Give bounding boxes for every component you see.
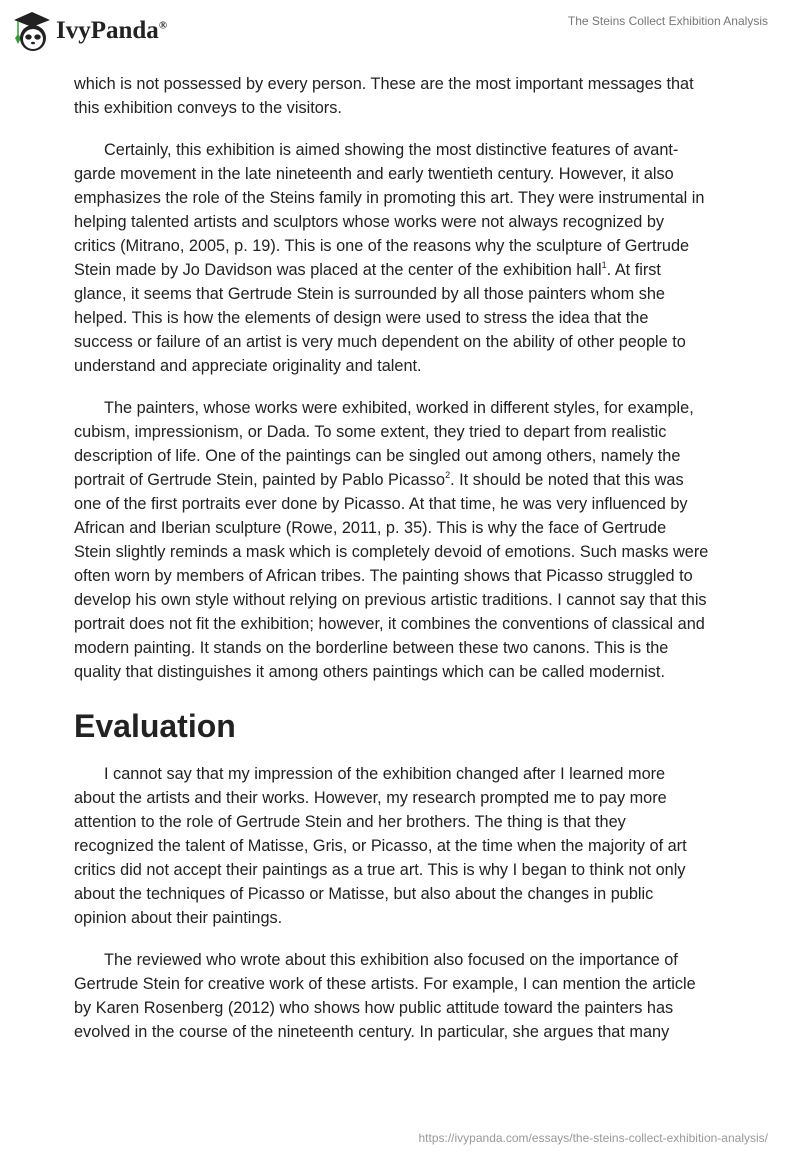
registered-mark: ® <box>158 19 168 32</box>
text-line <box>74 468 754 492</box>
section-heading-evaluation: Evaluation <box>74 708 236 744</box>
text-line: this exhibition conveys to the visitors. <box>74 99 342 117</box>
line-text: portrait of Gertrude Stein, painted by Pablo Picasso <box>74 471 446 489</box>
text-line: develop his own style without relying on previous artistic traditions. I cannot say that this <box>74 591 707 609</box>
text-line: often worn by members of African tribes. The painting shows that Picasso struggled to <box>74 567 693 585</box>
text-line: which is not possessed by every person. These are the most important messages that <box>74 75 694 93</box>
ivypanda-logo[interactable] <box>12 8 167 54</box>
text-line: helped. This is how the elements of design were used to stress the idea that the <box>74 309 649 327</box>
paragraph-2 <box>74 138 754 378</box>
footnote-ref-1[interactable]: 1 <box>601 260 607 270</box>
paragraph-4 <box>74 762 754 930</box>
text-line: emphasizes the role of the Steins family in promoting this art. They were instrumental in <box>74 189 705 207</box>
text-line: critics did not accept their paintings as a true art. This is why I began to think not only <box>74 861 686 879</box>
text-line: evolved in the course of the nineteenth century. In particular, she argues that many <box>74 1023 670 1041</box>
paragraph-5 <box>74 948 754 1044</box>
text-line: about the artists and their works. However, my research prompted me to pay more <box>74 789 667 807</box>
document-title: The Steins Collect Exhibition Analysis <box>567 14 768 28</box>
text-line: Stein slightly reminds a mask which is completely devoid of emotions. Such masks were <box>74 543 709 561</box>
text-line: The painters, whose works were exhibited, worked in different styles, for example, <box>104 399 694 417</box>
text-line: Gertrude Stein for creative work of these artists. For example, I can mention the article <box>74 975 696 993</box>
text-line: critics (Mitrano, 2005, p. 19). This is one of the reasons why the sculpture of Gertrude <box>74 237 690 255</box>
text-line: I cannot say that my impression of the exhibition changed after I learned more <box>104 765 666 783</box>
line-text: . It should be noted that this was <box>450 471 684 489</box>
paragraph-1 <box>74 72 754 120</box>
panda-graduate-icon <box>12 8 52 54</box>
text-line: understand and appreciate originality and talent. <box>74 357 422 375</box>
text-line: success or failure of an artist is very much dependent on the ability of other people to <box>74 333 686 351</box>
text-line: portrait does not fit the exhibition; however, it combines the conventions of classical and <box>74 615 705 633</box>
paragraph-3 <box>74 396 754 684</box>
essay-body <box>74 72 754 1062</box>
text-line: glance, it seems that Gertrude Stein is surrounded by all those painters whom she <box>74 285 665 303</box>
line-text: . At first <box>606 261 661 279</box>
text-line: about the techniques of Picasso or Matisse, but also about the changes in public <box>74 885 654 903</box>
text-line: Certainly, this exhibition is aimed showing the most distinctive features of avant- <box>104 141 679 159</box>
text-line: cubism, impressionism, or Dada. To some extent, they tried to depart from realistic <box>74 423 667 441</box>
text-line: The reviewed who wrote about this exhibition also focused on the importance of <box>104 951 678 969</box>
text-line: quality that distinguishes it among others paintings which can be called modernist. <box>74 663 665 681</box>
text-line: garde movement in the late nineteenth and early twentieth century. However, it also <box>74 165 674 183</box>
logo-text: IvyPanda <box>56 17 159 44</box>
text-line: description of life. One of the paintings can be singled out among others, namely the <box>74 447 681 465</box>
text-line: recognized the talent of Matisse, Gris, or Picasso, at the time when the majority of art <box>74 837 687 855</box>
text-line <box>74 258 754 282</box>
text-line: attention to the role of Gertrude Stein and her brothers. The thing is that they <box>74 813 626 831</box>
text-line: opinion about their paintings. <box>74 909 283 927</box>
text-line: by Karen Rosenberg (2012) who shows how public attitude toward the painters has <box>74 999 674 1017</box>
footnote-ref-2[interactable]: 2 <box>445 470 451 480</box>
text-line: helping talented artists and sculptors whose works were not always recognized by <box>74 213 665 231</box>
line-text: Stein made by Jo Davidson was placed at the center of the exhibition hall <box>74 261 602 279</box>
source-url-link[interactable]: https://ivypanda.com/essays/the-steins-collect-exhibition-analysis/ <box>418 1131 768 1145</box>
text-line: modern painting. It stands on the borderline between these two canons. This is the <box>74 639 669 657</box>
text-line: African and Iberian sculpture (Rowe, 2011, p. 35). This is why the face of Gertrude <box>74 519 667 537</box>
text-line: one of the first portraits ever done by Picasso. At that time, he was very influenced by <box>74 495 688 513</box>
